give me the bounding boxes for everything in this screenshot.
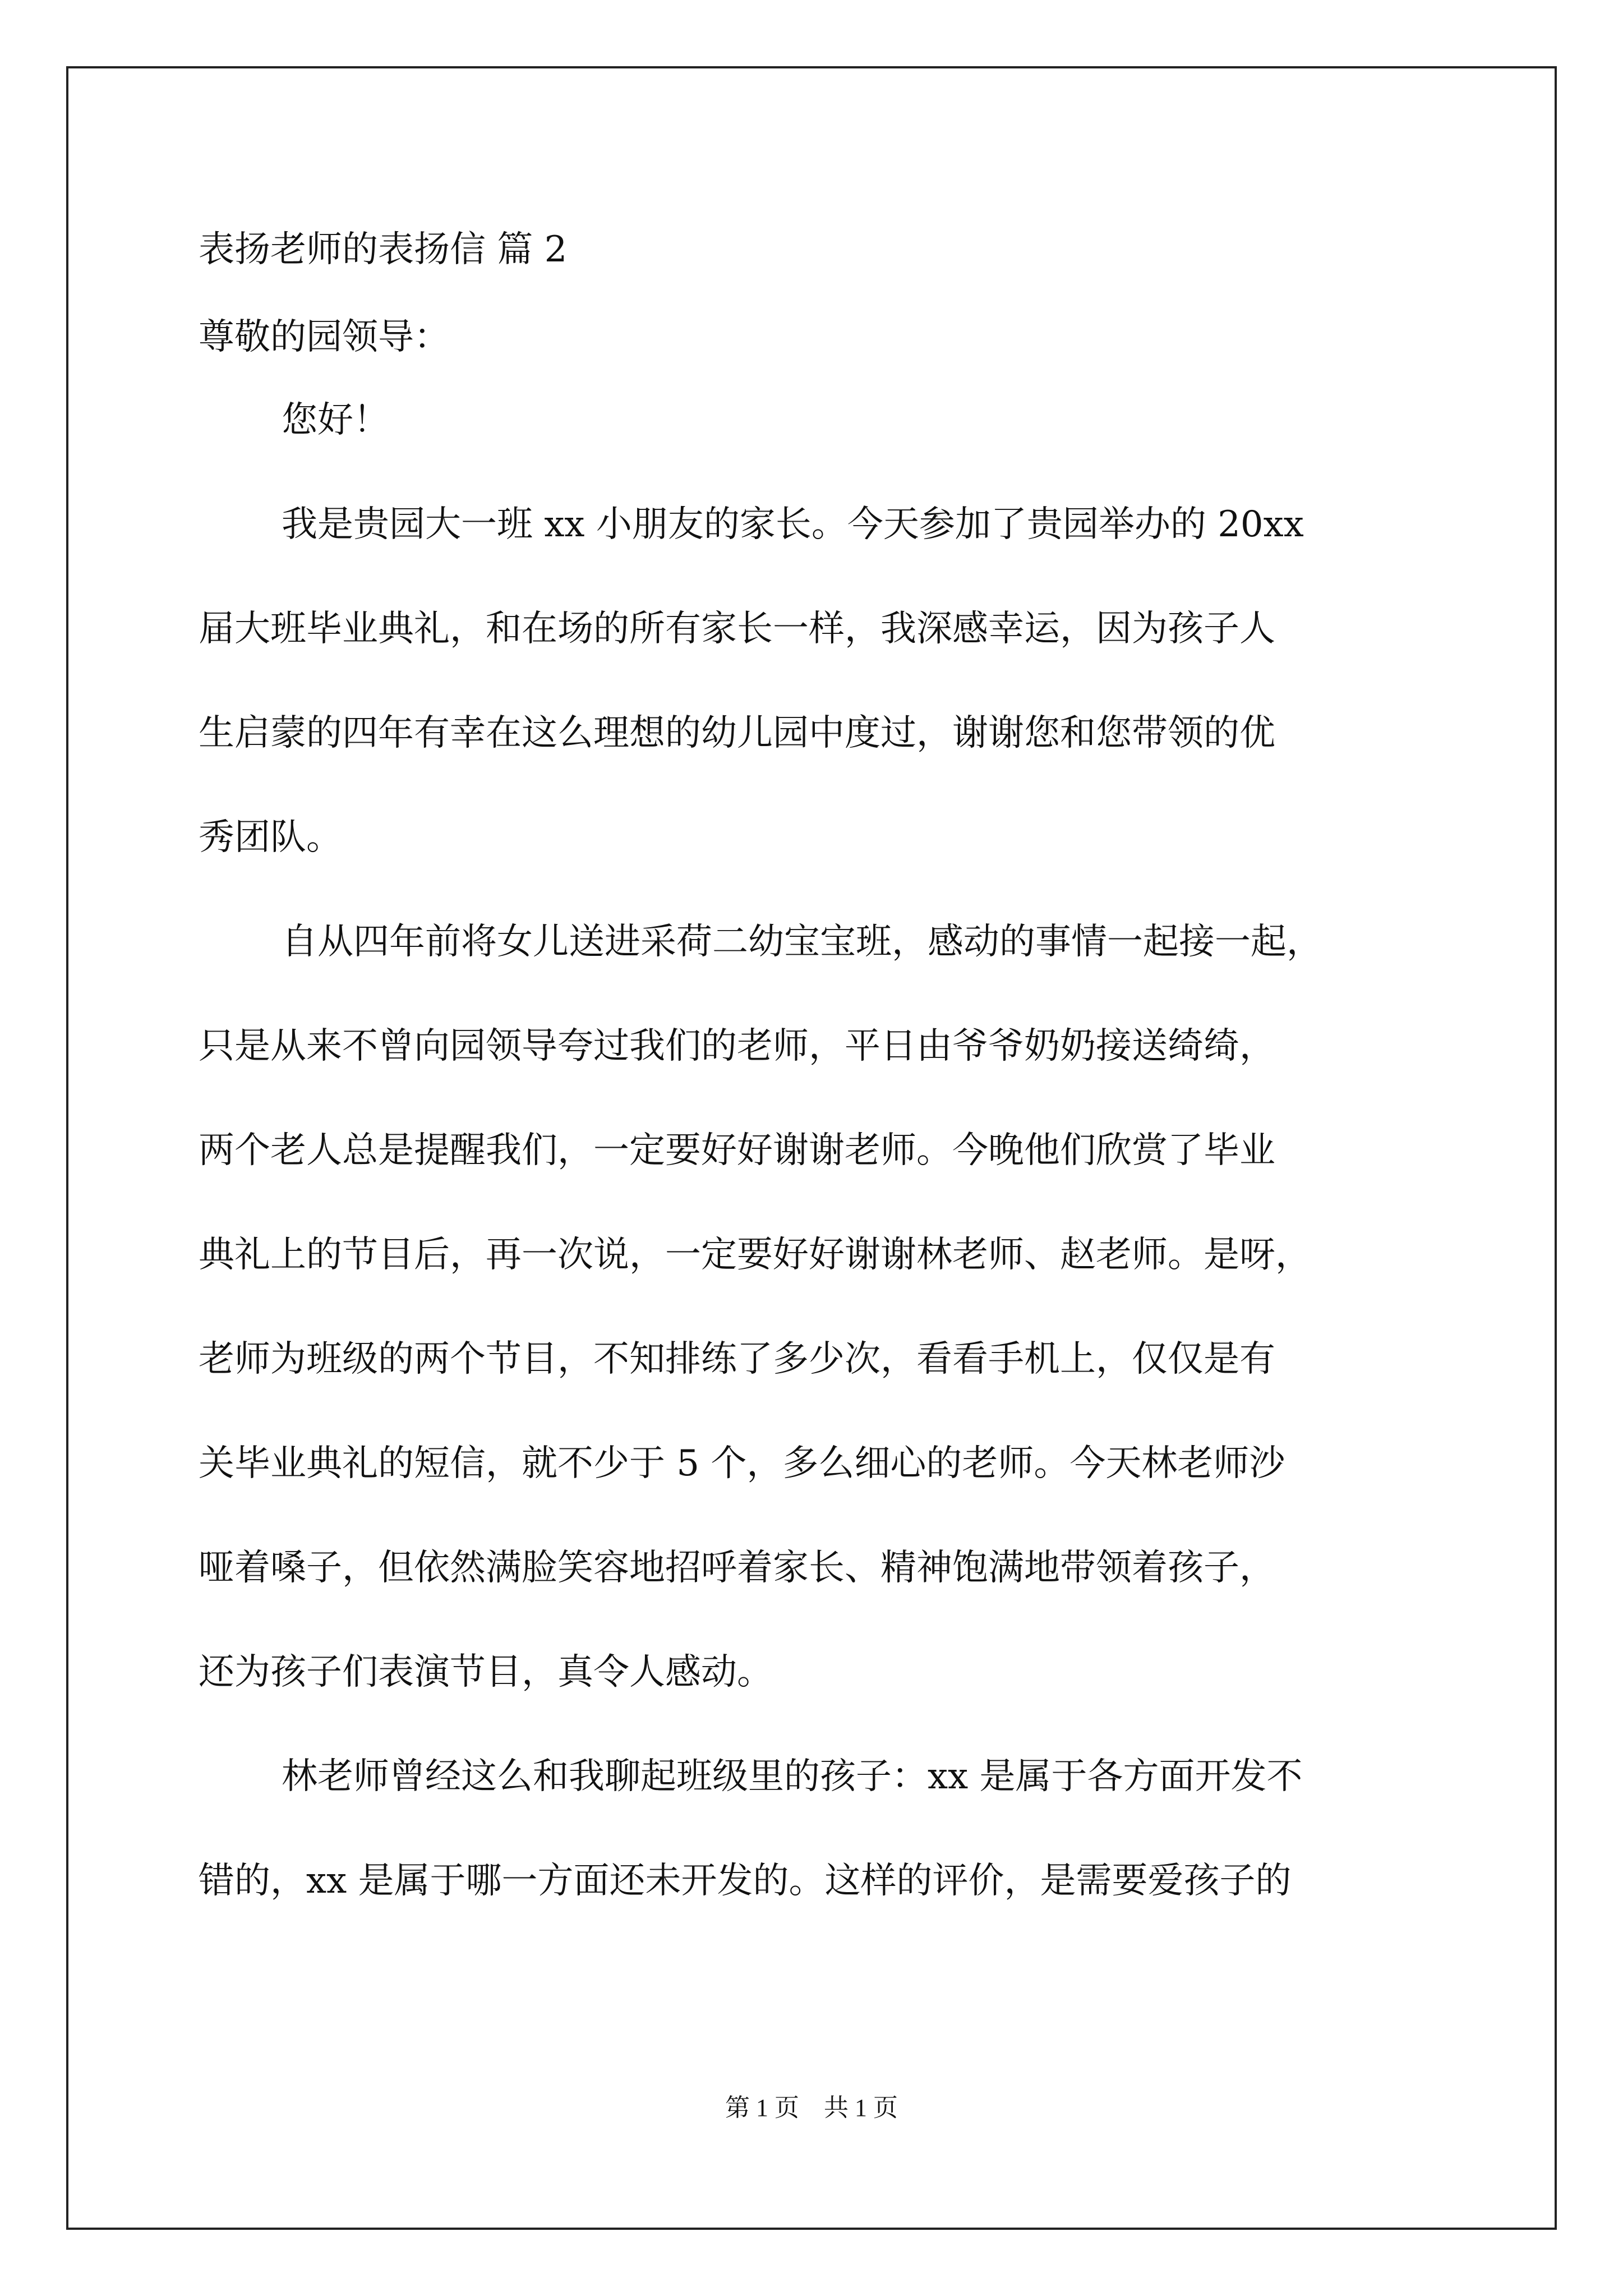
- text-line: 老师为班级的两个节目，不知排练了多少次，看看手机上，仅仅是有: [199, 1338, 1275, 1380]
- greeting-paragraph: [199, 394, 1432, 447]
- text-line: 林老师曾经这么和我聊起班级里的孩子：xx 是属于各方面开发不: [282, 1756, 1303, 1797]
- document-title: 表扬老师的表扬信 篇 2: [199, 229, 568, 270]
- text-line: 关毕业典礼的短信，就不少于 5 个，多么细心的老师。今天林老师沙: [199, 1443, 1285, 1484]
- paragraph-2: [199, 915, 1432, 1699]
- page-number-footer: 第 1 页 共 1 页: [725, 2094, 898, 2122]
- text-line: 我是贵园大一班 xx 小朋友的家长。今天参加了贵园举办的 20xx: [282, 504, 1304, 545]
- greeting-line: 您好！: [282, 399, 389, 441]
- text-line: 哑着嗓子，但依然满脸笑容地招呼着家长、精神饱满地带领着孩子，: [199, 1547, 1275, 1589]
- salutation: 尊敬的园领导：: [199, 316, 450, 358]
- text-line: 届大班毕业典礼，和在场的所有家长一样，我深感幸运，因为孩子人: [199, 608, 1275, 650]
- text-line: 还为孩子们表演节目，真令人感动。: [199, 1651, 773, 1693]
- text-line: 错的，xx 是属于哪一方面还未开发的。这样的评价，是需要爱孩子的: [199, 1860, 1292, 1902]
- text-line: 两个老人总是提醒我们，一定要好好谢谢老师。今晚他们欣赏了毕业: [199, 1130, 1275, 1171]
- text-line: 自从四年前将女儿送进采荷二幼宝宝班，感动的事情一起接一起，: [282, 921, 1322, 963]
- text-line: 只是从来不曾向园领导夸过我们的老师，平日由爷爷奶奶接送绮绮，: [199, 1025, 1275, 1067]
- document-body: [199, 219, 1432, 1908]
- paragraph-3: [199, 1750, 1432, 1908]
- text-line: 生启蒙的四年有幸在这么理想的幼儿园中度过，谢谢您和您带领的优: [199, 712, 1275, 754]
- text-line: 典礼上的节目后，再一次说，一定要好好谢谢林老师、赵老师。是呀，: [199, 1234, 1311, 1276]
- text-line: 秀团队。: [199, 817, 342, 858]
- paragraph-1: [199, 498, 1432, 864]
